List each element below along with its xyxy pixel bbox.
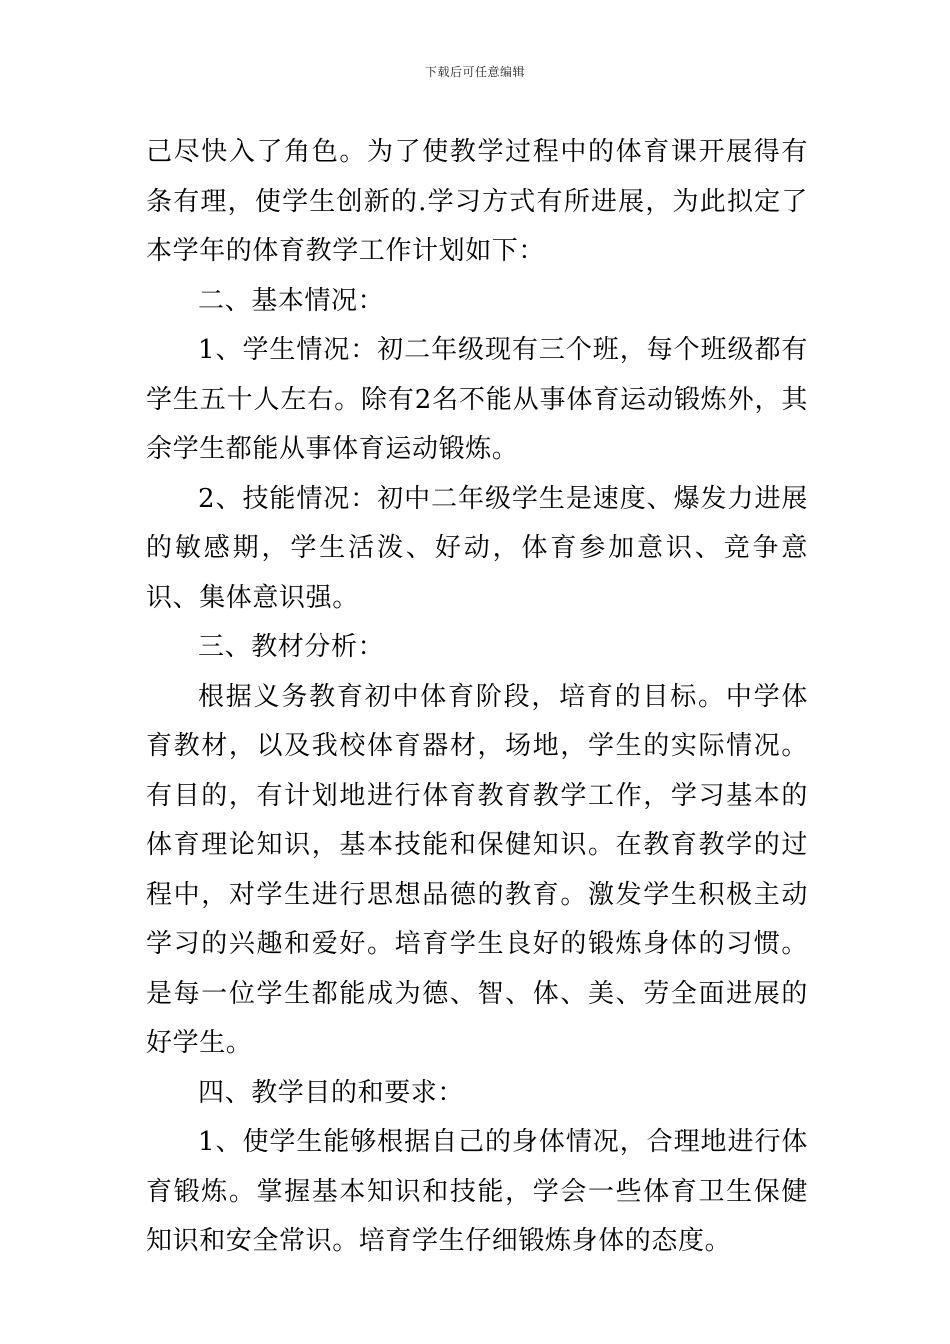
paragraph-intro-continuation: 己尽快入了角色。为了使教学过程中的体育课开展得有条有理，使学生创新的.学习方式有所进展，为此拟定了本学年的体育教学工作计划如下： bbox=[146, 137, 808, 266]
heading-textbook-analysis: 三、教材分析： bbox=[198, 632, 385, 662]
paragraph-teaching-goal-1: 1、使学生能够根据自己的身体情况，合理地进行体育锻炼。掌握基本知识和技能，学会一些体育卫生保健知识和安全常识。培育学生仔细锻炼身体的态度。 bbox=[146, 1127, 808, 1256]
paragraph-student-situation: 1、学生情况：初二年级现有三个班，每个班级都有学生五十人左右。除有2名不能从事体育运动锻炼外，其余学生都能从事体育运动锻炼。 bbox=[146, 335, 808, 464]
document-body bbox=[146, 128, 808, 1267]
heading-basic-situation: 二、基本情况： bbox=[198, 285, 385, 316]
paragraph-skill-situation: 2、技能情况：初中二年级学生是速度、爆发力进展的敏感期，学生活泼、好动，体育参加意识、竞争意识、集体意识强。 bbox=[146, 483, 808, 613]
paragraph-textbook-analysis: 根据义务教育初中体育阶段，培育的目标。中学体育教材，以及我校体育器材，场地，学生的实际情况。有目的，有计划地进行体育教育教学工作，学习基本的体育理论知识，基本技能和保健知识。在教育教学的过程中，对学生进行思想品德的教育。激发学生积极主动学习的兴趣和爱好。培育学生良好的锻炼身体的习惯。是每一位学生都能成为德、智、体、美、劳全面进展的好学生。 bbox=[146, 681, 808, 1058]
heading-teaching-goals: 四、教学目的和要求： bbox=[198, 1077, 465, 1108]
page-header: 下载后可任意编辑 bbox=[424, 65, 525, 79]
